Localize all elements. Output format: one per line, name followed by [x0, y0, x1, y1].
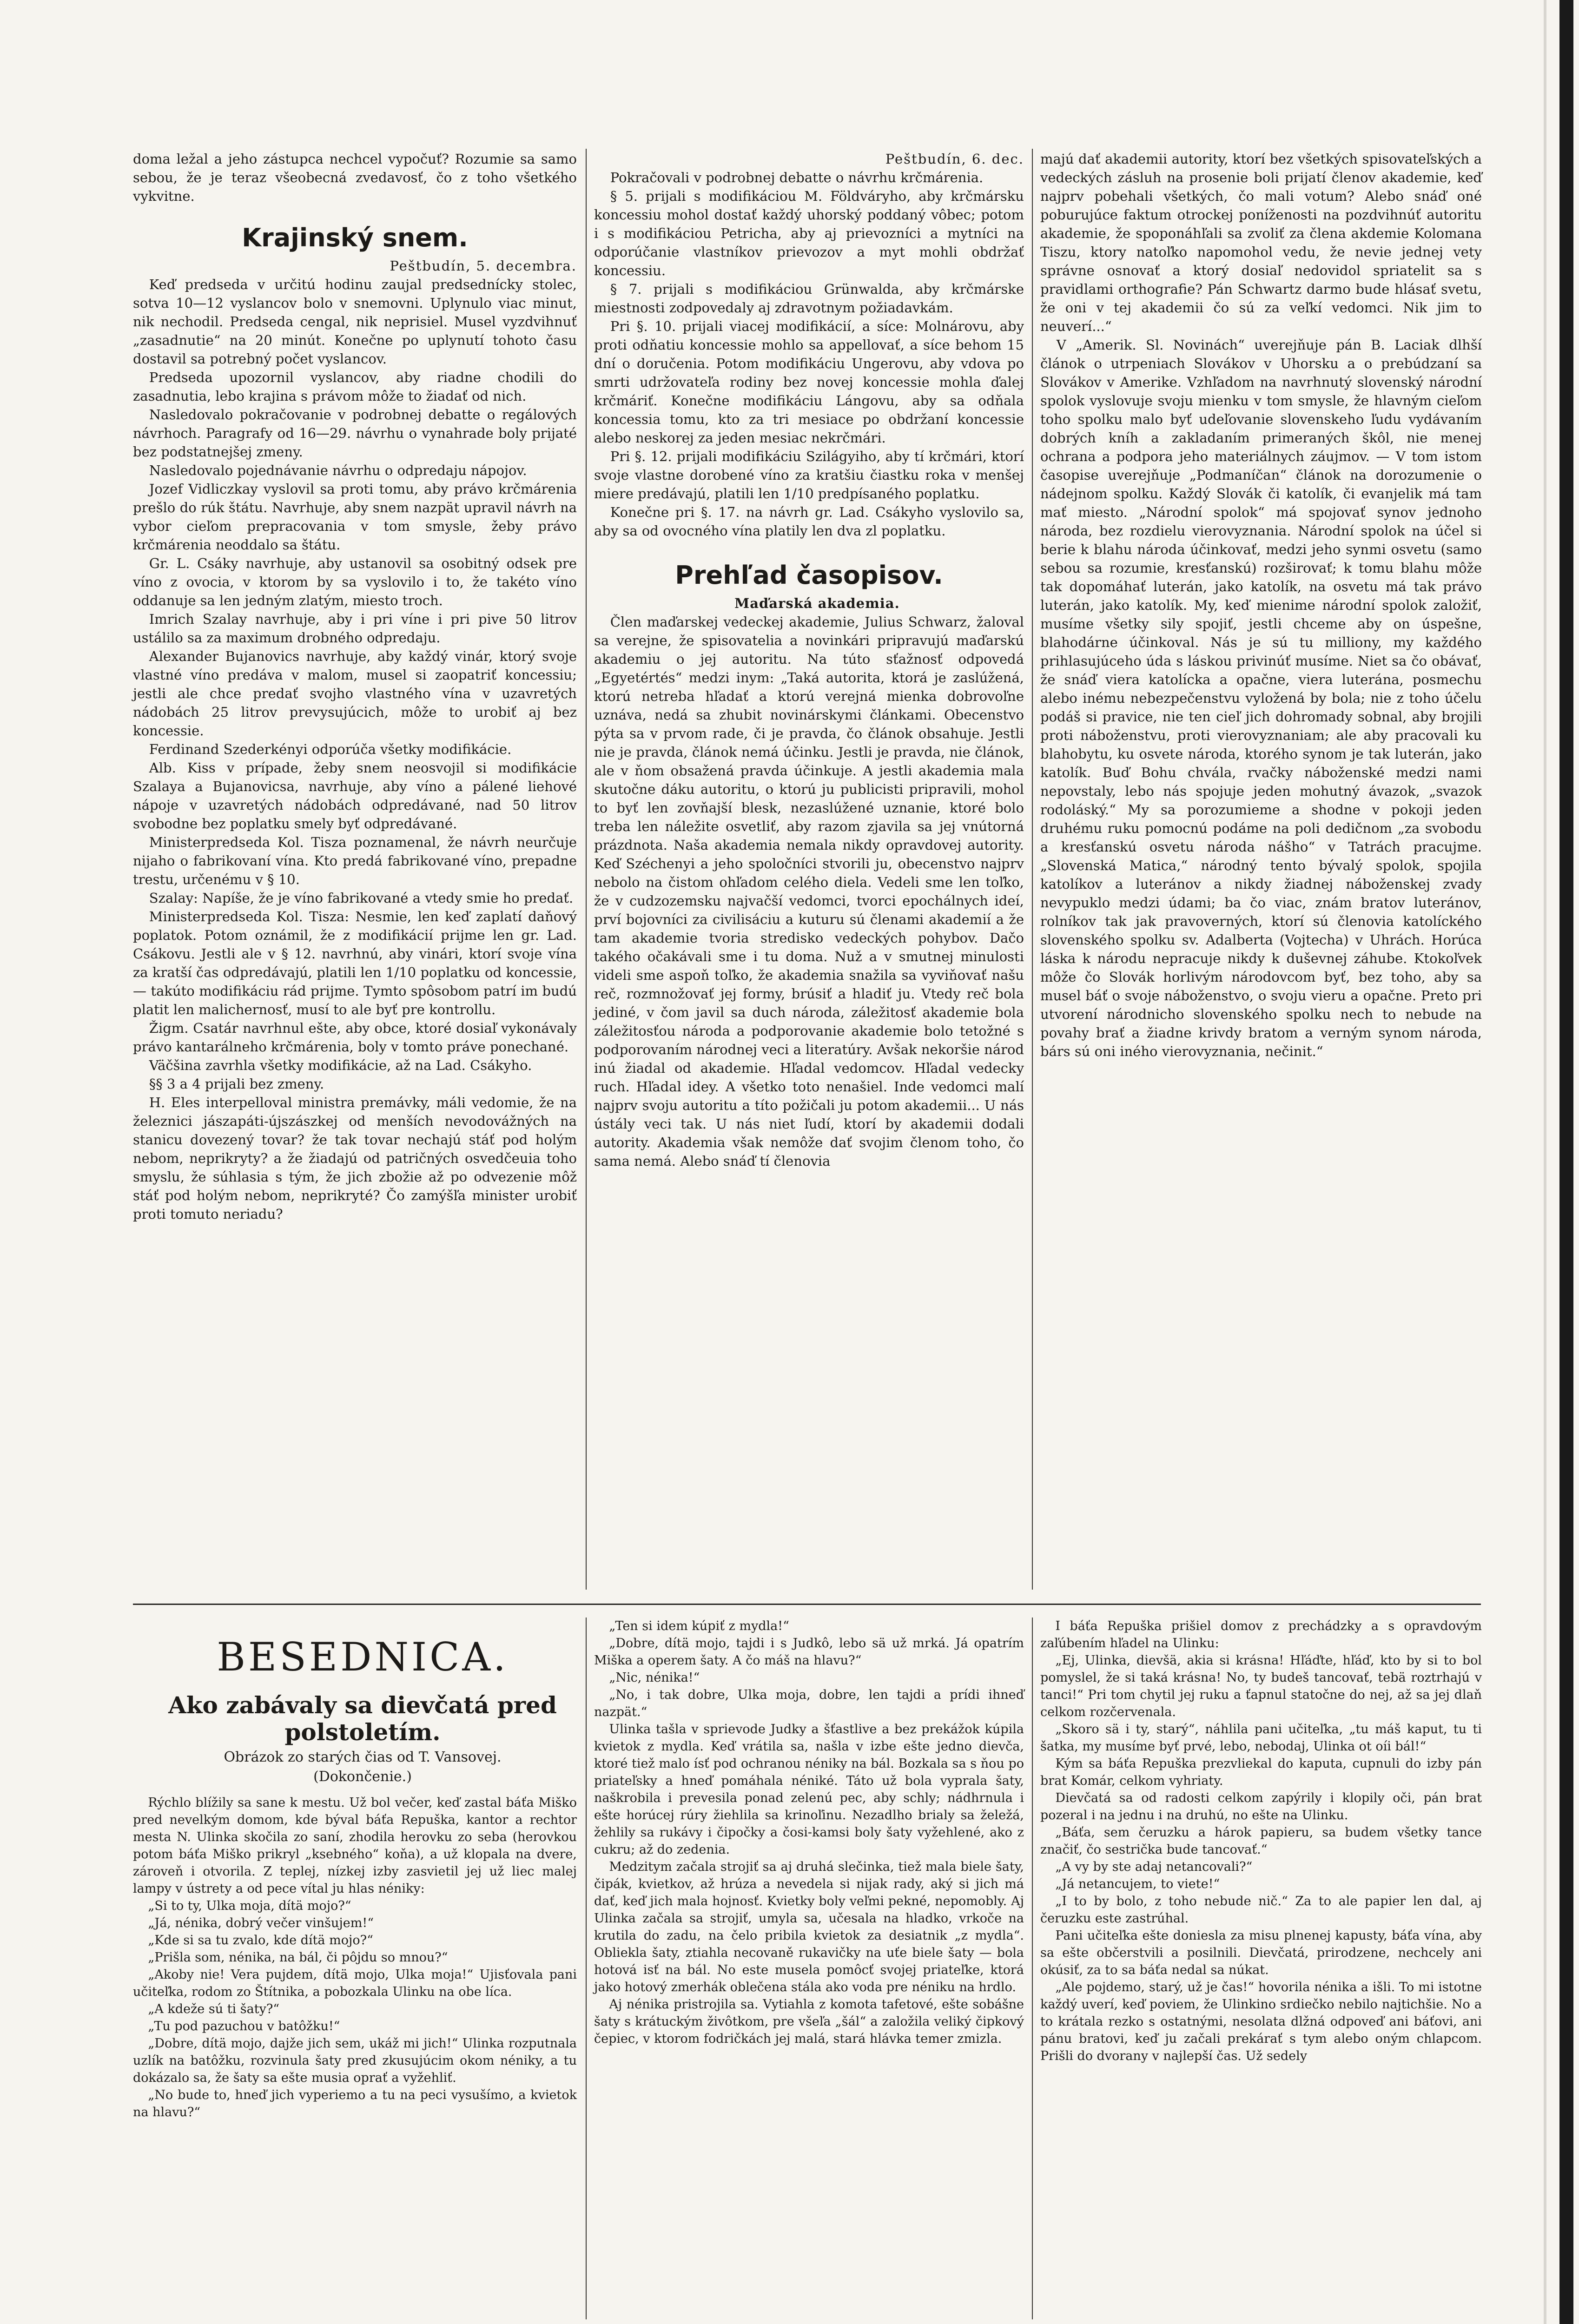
paragraph: „Kde si sa tu zvalo, kde dítä mojo?“ — [148, 1933, 373, 1948]
paragraph: „Ale pojdemo, starý, už je čas!“ hovorila nénika a išli. To mi istotne každý uverí, keď poviem, že Ulinkino srdiečko nebilo najtichšie. No a to krátala rezko s ostatnými, nesolata dlžná odpoveď ani báťovi, ani pánu bratovi, keď ju začali prekárať s tym alebo oným chlapcom. Prišli do dvorany v najlepší čas. Už sedely — [1040, 1980, 1482, 2063]
paragraph: „Ej, Ulinka, dievšä, akia si krásna! Hľáďte, hľáď, kto by si to bol pomyslel, že si taká krásna! No, ty budeš tancovať, tebä roztrhajú v tanci!“ Pri tom chytil jej ruku a ťapnul statočne do nej, až sa jej dlaň celkom rozčervenala. — [1040, 1653, 1482, 1719]
paragraph: Aj nénika pristrojila sa. Vytiahla z komota tafetové, ešte sobášne šaty s krátuckým živôtkom, pre všeľa „šál“ a založila veliký čipkový čepiec, v ktorom fodričkách jej malá, stará hlávka temer zmizla. — [594, 1997, 1024, 2046]
paragraph: „Já netancujem, to viete!“ — [1055, 1877, 1220, 1891]
paragraph: Ministerpredseda Kol. Tisza poznamenal, že návrh neurčuje nijaho o fabrikovaní vína. Kto predá fabrikované víno, prepadne trestu, určenému v § 10. — [133, 834, 577, 887]
section-divider — [133, 1604, 1481, 1605]
paragraph: Žigm. Csatár navrhnul ešte, aby obce, ktoré dosiaľ vykonávaly právo kantarálneho krčmárenia, boly v tomto práve ponechané. — [133, 1020, 577, 1055]
paragraph: „Si to ty, Ulka moja, dítä mojo?“ — [148, 1899, 351, 1913]
paragraph: Člen maďarskej vedeckej akademie, Julius Schwarz, žaloval sa verejne, že spisovatelia a novinkári pripravujú maďarskú akademiu o jej autoritu. Na túto sťažnosť odpovedá „Egyetértés“ medzi inym: „Taká autorita, ktorá je zaslúžená, ktorú netreba hľadať a ktorú verejná mienka dobrovoľne uznáva, nedá sa zhubit novinárskymi článkami. Obecenstvo pýta sa v prvom rade, či je pravda, čo článok obsahuje. Jestli nie je pravda, článok nemá účinku. Jestli je pravda, nie článok, ale v ňom obsažená pravda účinkuje. A jestli akademia mala skutočne dáku autoritu, o ktorú ju publicisti pripravili, mohol to byť len zovňajší blesk, nezaslúžené uznanie, ktoré bolo treba len náležite osvetliť, aby razom zjavila sa jej vnútorná prázdnota. Naša akademia nemala nikdy opravdovej autority. Keď Széchenyi a jeho spoločníci stvorili ju, obecenstvo najprv nebolo na čistom ohľadom celého diela. Vedeli sme len toľko, že v cudzozemsku najvačší vedomci, tvorci epochálnych ideí, prví bojovníci za civilisáciu a kuturu sú členami akademií a že tam akademie tvoria stredisko vedeckých pohybov. Dačo takého očakávali sme i tu doma. Nuž a v smutnej minulosti videli sme aspoň toľko, že akademia snažila sa vyviňovať našu reč, rozmnožovať jej formy, brúsiť a hladiť ju. Vtedy reč bola jediné, v čom javil sa duch národa, záležitosť akademie bola záležitosťou národa a podporovanie akademie bolo tetožné s podporovaním národnej veci a literatúry. Avšak nekoršie národ inú žiadal od akademie. Hľadal vedomcov. Hľadal vedecky ruch. Hľadal idey. A všetko toto nenašiel. Inde vedomci malí najprv svoju autoritu a títo požičali ju potom akademii... U nás ústály veci tak. U nás niet ľudí, ktorí by akademii dodali autority. Akademia však nemôže dať svojim členom toho, čo sama nemá. Alebo snáď tí členovia — [594, 614, 1024, 1169]
dateline: Peštbudín, 6. dec. — [885, 151, 1024, 167]
scan-edge-light — [1544, 0, 1546, 2324]
story-continuation: (Dokončenie.) — [313, 1769, 412, 1785]
besednica-column-1 — [133, 1794, 577, 2121]
column-3 — [1040, 150, 1482, 1061]
paragraph: „A vy by ste adaj netancovali?“ — [1055, 1860, 1253, 1874]
paragraph: Medzitym začala strojiť sa aj druhá slečinka, tiež mala biele šaty, čipák, kvietkov, až hrúza a nevedela si nijak rady, aký si jich má dať, keď jich mala hojnosť. Kvietky boly veľmi pekné, nepomobly. Aj Ulinka začala sa strojiť, umyla sa, učesala na hladko, vrkoče na krutila do zadu, na čelo pribila kvietok za desiatnik „z mydla“. Obliekla šaty, ztiahla necovaně rukavičky na uťe biele šaty — bola hotová isť na bál. No este musela pomôcť svojej priateľke, ktorá jako hotový zmerhák oblečena stála ako voda pre néniku na hrdlo. — [594, 1860, 1024, 1994]
paragraph: „Já, nénika, dobrý večer vinšujem!“ — [148, 1916, 374, 1930]
paragraph: Imrich Szalay navrhuje, aby i pri víne i pri pive 50 litrov ustálilo sa za maximum drobného odpredaju. — [133, 611, 577, 646]
column-1 — [133, 150, 577, 1223]
besednica-column-2 — [594, 1618, 1024, 2047]
section-heading-krajinsky-snem: Krajinský snem. — [242, 223, 468, 252]
paragraph: I báťa Repuška prišiel domov z prechádzky a s opravdovým zaľúbením hľadel na Ulinku: — [1040, 1619, 1482, 1651]
paragraph: Ulinka tašla v sprievode Judky a šťastlive a bez prekážok kúpila kvietok z mydla. Keď vrátila sa, našla v izbe ešte jedno dievča, ktoré tiež malo ísť pod ochranou néniky na bál. Bozkala sa s ňou po priateľsky a hneď pomáhala néniké. Táto už bola vyprala šaty, naškrobila i prevesila ponad zelenú pec, aby schly; nádhrnula i ešte horúcej rúry žiehlila sa krinoľinu. Nezadlho brialy sa želežá, žehlily sa rukávy i čipočky a čosi-kamsi boly šaty vyžehlené, ako z cukru; až do zedenia. — [594, 1722, 1024, 1857]
paragraph: „Akoby nie! Vera pujdem, dítä mojo, Ulka moja!“ Ujisťovala pani učiteľka, rodom zo Štítnika, a pobozkala Ulinku na obe líca. — [133, 1967, 577, 1999]
column-2 — [594, 150, 1024, 1170]
paragraph: H. Eles interpelloval ministra premávky, máli vedomie, že na železnici jászapáti-újszászkej od menších nevodovážných na stanicu dovezený tovar? že tak tovar nechajú stáť pod holým nebom, neprikryty? a že žiadajú od patričných osvedčeuia toho smyslu, že súhlasia s tým, že jich zbožie až po odvezenie môž stáť pod holým nebom, neprikryté? Čo zamýšľa minister urobiť proti tomuto neriadu? — [133, 1095, 577, 1222]
paragraph: § 5. prijali s modifikáciou M. Földváryho, aby krčmársku koncessiu mohol dostať každý uhorský poddaný vôbec; potom i s modifikáciou Petricha, aby aj prievozníci a mytníci na odporúčanie vlastníkov prievozov a myt mohli obdržať koncessiu. — [594, 188, 1024, 278]
paragraph: Nasledovalo pokračovanie v podrobnej debatte o regálových návrhoch. Paragrafy od 16—29. návrhu o vynahrade boly prijaté bez podstatnejšej zmeny. — [133, 407, 577, 460]
paragraph: Pri §. 12. prijali modifikáciu Szilágyiho, aby tí krčmári, ktorí svoje vlastne dorobené víno za kratšiu čiastku roka v menšej miere predávajú, platili len 1/10 predpísaného poplatku. — [594, 449, 1024, 502]
scan-edge-dark — [1559, 0, 1573, 2324]
paragraph: Gr. L. Csáky navrhuje, aby ustanovil sa osobitný odsek pre víno z ovocia, v ktorom by sa vyslovilo i to, že takéto víno oddanuje sa len jedným zlatým, miesto troch. — [133, 555, 577, 608]
paragraph: § 7. prijali s modifikáciou Grünwalda, aby krčmárske miestnosti zodpovedaly aj zdravotnym požiadavkám. — [594, 281, 1024, 316]
paragraph: „Ten si idem kúpiť z mydla!“ — [609, 1619, 789, 1633]
column-rule — [1032, 1618, 1033, 2319]
subheading-madarska-akademia: Maďarská akademia. — [734, 595, 900, 611]
paragraph: Pani učiteľka ešte doniesla za misu plnenej kapusty, báťa vína, aby sa ešte občerstvili a posilnili. Dievčatá, prirodzene, nechcely ani okúsiť, za to sa báťa nedal sa núkat. — [1040, 1928, 1482, 1977]
paragraph: Kým sa báťa Repuška prezvliekal do kaputa, cupnuli do izby pán brat Komár, celkom vyhriaty. — [1040, 1756, 1482, 1788]
paragraph: Alb. Kiss v prípade, žeby snem neosvojil si modifikácie Szalaya a Bujanovicsa, navrhuje, aby víno a pálené liehové nápoje v uzavretých nádobách odpredávané, nad 50 litrov svobodne bez poplatku smely byť odpredávané. — [133, 760, 577, 832]
paragraph: „Báťa, sem čeruzku a hárok papieru, sa budem všetky tance značiť, čo sestrička bude tancovať.“ — [1040, 1825, 1482, 1857]
paragraph: „Dobre, dítä mojo, tajdi i s Judkô, lebo sä už mrká. Já opatrím Miška a operem šaty. A čo máš na hlavu?“ — [594, 1636, 1024, 1668]
paragraph: Rýchlo blížily sa sane k mestu. Už bol večer, keď zastal báťa Miško pred nevelkým domom, kde býval báťa Repuška, kantor a rechtor mesta N. Ulinka skočila zo saní, zhodila herovku zo seba (herovkou potom báťa Miško prikryl „ksebného“ koňa), a už klopala na dvere, zároveň i otvorila. Z teplej, nízkej izby zasvietil jej už liec malej lampy v ústrety a od pece vítal ju hlas néniky: — [133, 1796, 577, 1896]
paragraph: „Prišla som, nénika, na bál, či pôjdu so mnou?“ — [148, 1950, 448, 1965]
paragraph: §§ 3 a 4 prijali bez zmeny. — [149, 1076, 324, 1092]
paragraph: „No, i tak dobre, Ulka moja, dobre, len tajdi a prídi ihneď nazpät.“ — [594, 1688, 1024, 1719]
paragraph: „I to by bolo, z toho nebude nič.“ Za to ale papier len dal, aj čeruzku este zastrúhal. — [1040, 1894, 1482, 1926]
paragraph: Szalay: Napíše, že je víno fabrikované a vtedy smie ho predať. — [149, 890, 574, 906]
paragraph: Ministerpredseda Kol. Tisza: Nesmie, len keď zaplatí daňový poplatok. Potom oznámil, že z modifikácií prijme len gr. Lad. Csákovu. Jestli ale v § 12. navrhnú, aby vinári, ktorí svoje vína za kratší čas odpredávajú, platili len 1/10 poplatku od koncessie, — takúto modifikáciu rád prijme. Tymto spôsobom patrí im budú platit len malichernosť, musí to ale byť pre kontrollu. — [133, 909, 577, 1017]
paragraph: „Tu pod pazuchou v batôžku!“ — [148, 2019, 340, 2034]
paragraph: majú dať akademii autority, ktorí bez všetkých spisovateľských a vedeckých zásluh na prosenie boli prijatí členov akademie, keď najprv pobehali všetkých, čo mali votum? Alebo snáď oné poburujúce faktum otrockej poníženosti na pozdvihnúť autoritu akademie, že spoponáhľali sa zvoliť za člena akdemie Kolomana Tiszu, ktory natoľko napomohol vedu, že nevie jednej vety správne osnovať a ktorý dosiaľ nedovidol spriatelit sa s pravidlami orthografie? Pán Schwartz darmo bude hlásať svetu, že oni v tej akademii čo sú za veľkí vedomci. Nik jim to neuverí...“ — [1040, 151, 1482, 334]
paragraph: Jozef Vidliczkay vyslovil sa proti tomu, aby právo krčmárenia prešlo do rúk štátu. Navrhuje, aby snem nazpät upravil návrh na vybor cieľom prepracovania v tom smysle, žeby právo krčmárenia neoddalo sa štátu. — [133, 481, 577, 553]
intro-paragraph: doma ležal a jeho zástupca nechcel vypočuť? Rozumie sa samo sebou, že je teraz všeobecná zvedavosť, čo z toho všetkého vykvitne. — [133, 151, 577, 204]
besednica-title: BESEDNICA. — [217, 1634, 509, 1680]
paragraph: „Dobre, dítä mojo, dajže jich sem, ukáž mi jich!“ Ulinka rozputnala uzlík na batôžku, rozvinula šaty pred zkusujúcim okom néniky, a tu dokázalo sa, že šaty sa ešte musia oprať a vyžehliť. — [133, 2036, 577, 2085]
paragraph: Konečne pri §. 17. na návrh gr. Lad. Csákyho vyslovilo sa, aby sa od ovocného vína platily len dva zl poplatku. — [594, 504, 1024, 539]
paragraph: Predseda upozornil vyslancov, aby riadne chodili do zasadnutia, lebo krajina s právom môže to žiadať od nich. — [133, 370, 577, 404]
paragraph: Dievčatá sa od radosti celkom zapýrily i klopily oči, pán brat pozeral i na jednu i na druhú, no ešte na Ulinku. — [1040, 1791, 1482, 1822]
paragraph: V „Amerik. Sl. Novinách“ uverejňuje pán B. Laciak dlhší článok o utrpeniach Slovákov v Uhorsku a o prebúdzaní sa Slovákov v Amerike. Vzhľadom na navrhnutý slovenský národní spolok vyslovuje svoju mienku v tom smysle, že hlavným cieľom toho spolku malo byť udeľovanie slovenskeho ľudu vydávaním dobrých kníh a zakladaním primeraných škôl, nie menej ochrana a podpora jeho materiálnych záujmov. — V tom istom časopise uverejňuje „Podmaníčan“ článok na dorozumenie o nádejnom spolku. Každý Slovák či katolík, či evanjelik má tam mať miesto. „Národní spolok“ má spojovať synov jednoho národa, bez rozdielu vierovyznania. Národní spolok na účel si berie k blahu národa účinkovať, medzi jeho synmi osvetu (samo sebou sa rozumie, kresťanskú) rozširovať; k tomu blahu môže tak dopomáhať luterán, jako katolík, na osvetu má tak právo luterán, jako katolík. My, keď mienime národní spolok založiť, musíme všetky sily spojiť, jestli chceme aby on úspešne, blahodárne účinkoval. Nás je sú tu milliony, my každého prihlasujúceho úda s láskou privinúť musíme. Niet sa čo obávať, že snáď viera katolícka a opačne, viera luterána, posmechu alebo inému nebezpečenstvu vyložená by bola; nie z toho účelu podáš si pravice, nie ten cieľ jich dohromady sobnal, aby brojili proti náboženstvu, proti vierovyznaniam; ale aby pracovali ku blahobytu, ku osvete národa, ktorého synom je tak luterán, jako katolík. Buď Bohu chvála, rvačky náboženské medzi nami nepovstaly, lebo nás spojuje jeden mohutný ávazok, „svazok rodoláský.“ My sa porozumieme a shodne v pokoji jeden druhému ruku pomocnú podáme na poli dedičnom „za svobodu a kresťanskú osvetu národa nášho“ v Tatrách pracujme. „Slovenská Matica,“ národný tento bývalý spolok, spojila katolíkov a luteránov a nikdy žiadnej náboženskej zvady nevypuklo medzi údami; ba čo viac, znám bratov luteránov, rolníkov tak jak pravoverných, ktorí sú členovia katolíckého slovenského spolku sv. Adalberta (Vojtecha) v Uhrách. Horúca láska k národu nepracuje nikdy k duševnej záhube. Ktokoľvek môže čo Slovák horlivým národovcom byť, bez toho, aby sa musel báť o svoje náboženstvo, o svoju vieru a opačne. Preto pri utvorení národnicho slovenského spolku nech to nebude na povahy brať a žiadne krivdy bratom a verným synom národa, bárs sú oni iného vierovyznania, nečinit.“ — [1040, 337, 1482, 1059]
column-rule — [1032, 149, 1033, 1590]
column-rule — [586, 1618, 587, 2319]
column-rule — [586, 149, 587, 1590]
story-subtitle — [139, 1748, 586, 1787]
besednica-column-3 — [1040, 1618, 1482, 2065]
dateline: Peštbudín, 5. decembra. — [390, 258, 577, 274]
paragraph: Keď predseda v určitú hodinu zaujal predsednícky stolec, sotva 10—12 vyslancov bolo v snemovni. Uplynulo viac minut, nik nechodil. Predseda cengal, nik neprisiel. Musel vyzdvihnuť „zasadnutie“ na 20 minút. Konečne po uplynutí tohoto času dostavil sa potrebný počet vyslancov. — [133, 277, 577, 367]
paragraph: Pri §. 10. prijali viacej modifikácií, a síce: Molnárovu, aby proti odňatiu koncessie mohlo sa appellovať, a síce behom 15 dní o doručenia. Potom modifikáciu Ungerovu, aby vdova po smrti udržovateľa rodiny bez novej koncessie mohla ďalej krčmáriť. Konečne modifikáciu Lángovu, aby sa odňala koncessia tomu, kto za tri mesiace po obdržaní koncessie alebo neskorej za jeden mesiac nekrčmári. — [594, 318, 1024, 446]
paragraph: Nasledovalo pojednávanie návrhu o odpredaju nápojov. — [149, 462, 527, 478]
paragraph: Ferdinand Szederkényi odporúča všetky modifikácie. — [149, 741, 512, 757]
section-heading-prehlad-casopisov: Prehľad časopisov. — [675, 561, 943, 590]
paragraph: „No bude to, hneď jich vyperiemo a tu na peci vysušímo, a kvietok na hlavu?“ — [133, 2088, 577, 2119]
paragraph: „A kdeže sú ti šaty?“ — [148, 2002, 280, 2016]
paragraph: „Nic, nénika!“ — [609, 1670, 700, 1685]
story-author: Obrázok zo starých čias od T. Vansovej. — [224, 1749, 502, 1765]
paragraph: Pokračovali v podrobnej debatte o návrhu krčmárenia. — [610, 170, 984, 185]
paragraph: „Skoro sä i ty, starý“, náhlila pani učiteľka, „tu máš kaput, tu ti šatka, my musíme byť prvé, lebo, nebodaj, Ulinka ot oíi bál!“ — [1040, 1722, 1482, 1754]
story-title: Ako zabávaly sa dievčatá pred polstoletím. — [168, 1691, 557, 1746]
paragraph: Alexander Bujanovics navrhuje, aby každý vinár, ktorý svoje vlastné víno predáva v malom, musel si zaopatriť koncessiu; jestli ale chce predať svojho vlastného vína v uzavretých nádobách 25 litrov prevysujúcich, môže to urobiť aj bez koncessie. — [133, 648, 577, 739]
paragraph: Väčšina zavrhla všetky modifikácie, až na Lad. Csákyho. — [149, 1057, 532, 1073]
